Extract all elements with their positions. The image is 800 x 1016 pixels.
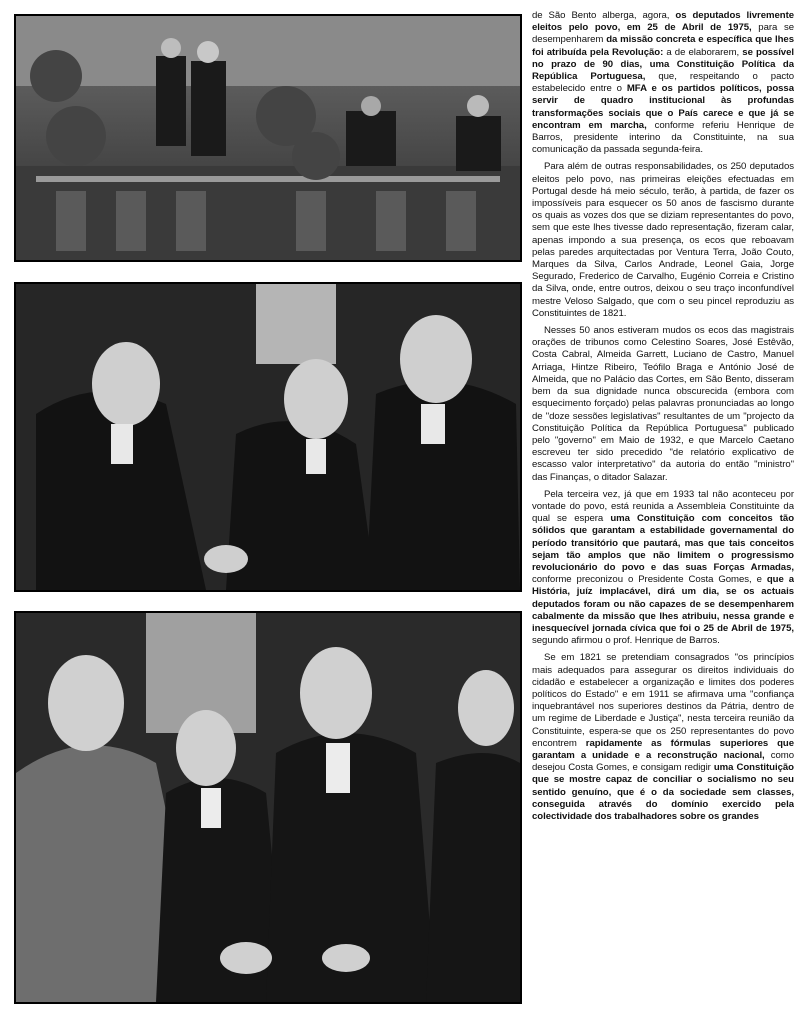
article-paragraph: Se em 1821 se pretendiam consagrados "os princípios mais adequados para assegurar os direitos individuais do cidadão e estabelecer a organização e limites dos poderes políticos do Estado" e em 1911 se afirmava uma "confiança inquebrantável nos superiores destinos da Pátria, dentro de um regime de Liberdade e Justiça", nesta terceira reunião da Constituinte, espera-se que os 250 representantes do povo encontrem rapidamente as fórmulas superiores que garantam a unidade e a reconstrução nacional, como desejou Costa Gomes, e consigam redigir uma Constituição que se mostre capaz de conciliar o socialismo no seu sentido genuíno, que é o da sociedade sem classes, conseguida através do domínio exercido pela colectividade dos trabalhadores sobre os grandes [532,652,794,822]
article-paragraph: de São Bento alberga, agora, os deputados livremente eleitos pelo povo, em 25 de Abril de 1975, para se desempenharem da missão concreta e específica que lhes foi atribuída pela Revolução: a de elaborarem, se possível no prazo de 90 dias, uma Constituição Política da República Portuguesa, que, respeitando o pacto estabelecido entre o MFA e os partidos políticos, possa servir de quadro institucional às profundas transformações sociais que o País carece e que já se encontram em marcha, conforme referiu Henrique de Barros, presidente interino da Constituinte, na sua comunicação da passada segunda-feira. [532,10,794,156]
article-paragraph: Para além de outras responsabilidades, os 250 deputados eleitos pelo povo, nas primeiras eleições efectuadas em Portugal desde há meio século, terão, à partida, de fazer os impossíveis para esquecer os 50 anos de fascismo durante os quais as vozes dos que se diziam representantes do povo, sem que este lhes tivesse dado representação, fizeram calar, apenas impondo a sua presença, os ecos que reboavam pelas paredes arquitectadas por Ventura Terra, João Couto, Marques da Silva, Carlos Andrade, Leonel Gaia, Jorge Segurado, Frederico de Carvalho, Eugénio Correia e Cristino da Silva, onde, entre outros, deixou o seu traço inconfundível mestre Veloso Salgado, que com o seu pincel reproduziu as Constituintes de 1821. [532,161,794,319]
article-paragraph: Nesses 50 anos estiveram mudos os ecos das magistrais orações de tribunos como Celestino Soares, José Estêvão, Costa Cabral, Almeida Garrett, Luciano de Castro, Manuel Arriaga, Hintze Ribeiro, Teófilo Braga e António José de Almeida, que no Palácio das Cortes, em São Bento, disseram bem da sua dignidade nunca obscurecida (embora com esquecimento forçado) pelas palavras pronunciadas ao longo de "doze sessões legislativas" resultantes de um "projecto da Constituição Política da República Portuguesa" publicado pelo "governo" em Maio de 1932, e que Marcelo Caetano escreveu ter sido precedido "de relatório explicativo de escasso valor interpretativo" da autoria do então "ministro" das Finanças, o ditador Salazar. [532,325,794,483]
assembly-session-photo [14,14,522,262]
article-paragraph: Pela terceira vez, já que em 1933 tal não aconteceu por vontade do povo, está reunida a Assembleia Constituinte da qual se espera uma Constituição com conceitos tão sólidos que garantam a estabilidade governamental do período transitório que pautará, mas que tais conceitos sejam tão amplos que não limitem o progressismo revolucionário do povo e das suas Forças Armadas, conforme preconizou o Presidente Costa Gomes, e que a História, juíz implacável, dirá um dia, se os actuais deputados foram ou não capazes de se desempenharem cabalmente da missão que lhes atribuiu, nessa grande e inesquecível jornada cívica que foi o 25 de Abril de 1975, segundo afirmou o prof. Henrique de Barros. [532,488,794,647]
handshake-photo-2 [14,611,522,1004]
handshake-photo-1 [14,282,522,592]
article-column [532,10,794,1014]
